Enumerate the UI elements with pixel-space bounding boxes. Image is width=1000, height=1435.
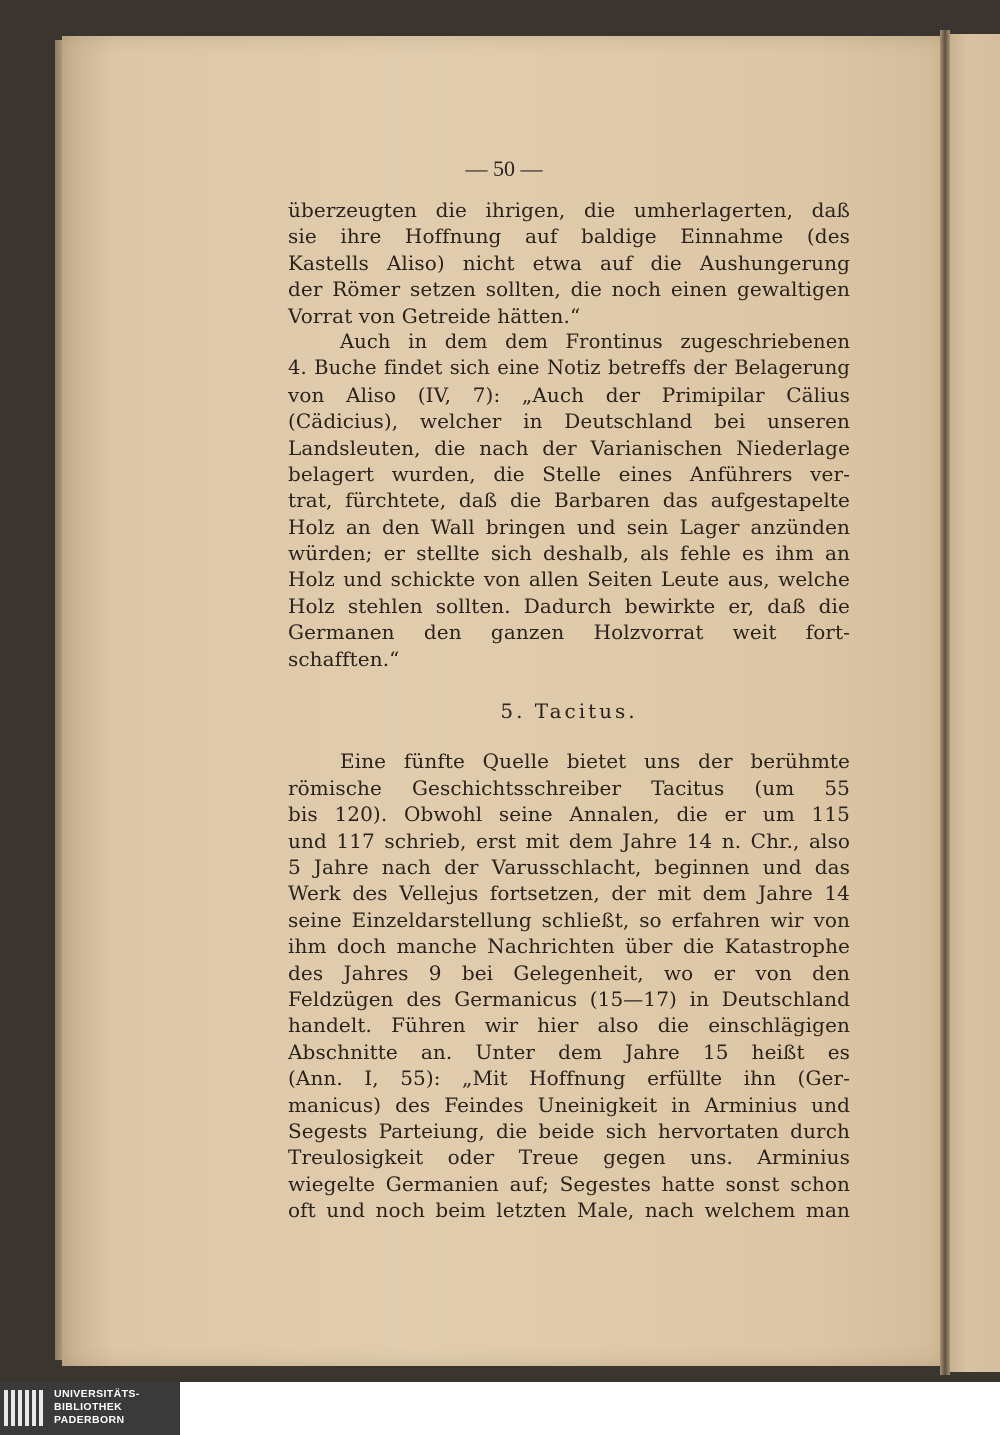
library-logo-text (54, 1388, 140, 1427)
text-line: bis 120). Obwohl seine Annalen, die er um 115 (288, 802, 850, 827)
text-line: Treulosigkeit oder Treue gegen uns. Arminius (288, 1145, 850, 1170)
text-line: trat, fürchtete, daß die Barbaren das aufgestapelte (288, 488, 850, 513)
text-line: (Ann. I, 55): „Mit Hoffnung erfüllte ihn (Ger- (288, 1066, 850, 1091)
text-line: überzeugten die ihrigen, die umherlagerten, daß (288, 198, 850, 222)
library-logo[interactable] (0, 1382, 180, 1435)
text-line: Segests Parteiung, die beide sich hervortaten durch (288, 1118, 850, 1143)
text-line: belagert wurden, die Stelle eines Anführers ver- (288, 461, 850, 486)
facing-page-edge (948, 34, 1000, 1372)
book-page (62, 36, 946, 1366)
logo-line: BIBLIOTHEK (54, 1401, 123, 1413)
text-line: schafften.“ (288, 646, 400, 671)
text-line: Holz an den Wall bringen und sein Lager anzünden (288, 514, 850, 539)
text-line: und 117 schrieb, erst mit dem Jahre 14 n. Chr., also (288, 828, 850, 853)
text-line: ihm doch manche Nachrichten über die Katastrophe (288, 934, 850, 959)
book-gutter (940, 30, 950, 1375)
text-line: sie ihre Hoffnung auf baldige Einnahme (des (288, 224, 850, 249)
text-line: von Aliso (IV, 7): „Auch der Primipilar Cälius (288, 382, 850, 407)
text-line: 4. Buche findet sich eine Notiz betreffs der Belagerung (288, 356, 850, 380)
text-line: 5 Jahre nach der Varusschlacht, beginnen und das (288, 854, 850, 879)
text-line: würden; er stellte sich deshalb, als fehle es ihm an (288, 541, 850, 566)
text-line: Eine fünfte Quelle bietet uns der berühmte (340, 749, 850, 774)
text-line: wiegelte Germanien auf; Segestes hatte sonst schon (288, 1171, 850, 1196)
barcode-logo-icon (4, 1390, 48, 1426)
text-line: Abschnitte an. Unter dem Jahre 15 heißt es (288, 1039, 850, 1064)
text-line: Germanen den ganzen Holzvorrat weit fort- (288, 620, 850, 645)
text-line: seine Einzeldarstellung schließt, so erfahren wir von (288, 907, 850, 932)
text-line: Werk des Vellejus fortsetzen, der mit dem Jahre 14 (288, 881, 850, 906)
text-line: Landsleuten, die nach der Varianischen Niederlage (288, 435, 850, 460)
text-line: Holz stehlen sollten. Dadurch bewirkte er, daß die (288, 593, 850, 618)
text-line: manicus) des Feindes Uneinigkeit in Arminius und (288, 1092, 850, 1117)
text-line: der Römer setzen sollten, die noch einen gewaltigen (288, 277, 850, 302)
text-line: Kastells Aliso) nicht etwa auf die Aushungerung (288, 250, 850, 275)
text-line: handelt. Führen wir hier also die einschlägigen (288, 1013, 850, 1038)
section-heading: 5. Tacitus. (500, 699, 638, 724)
text-line: des Jahres 9 bei Gelegenheit, wo er von den (288, 960, 850, 985)
page-number: — 50 — (465, 156, 543, 181)
logo-line: UNIVERSITÄTS- (54, 1388, 140, 1400)
text-line: Vorrat von Getreide hätten.“ (288, 303, 581, 328)
text-line: Holz und schickte von allen Seiten Leute aus, welche (288, 567, 850, 592)
text-line: römische Geschichtsschreiber Tacitus (um 55 (288, 775, 850, 800)
page-text (288, 197, 850, 1223)
text-line: oft und noch beim letzten Male, nach welchem man (288, 1198, 850, 1223)
text-line: Feldzügen des Germanicus (15—17) in Deutschland (288, 986, 850, 1011)
text-line: (Cädicius), welcher in Deutschland bei unseren (288, 409, 850, 434)
logo-line: PADERBORN (54, 1414, 125, 1426)
text-line: Auch in dem dem Frontinus zugeschriebenen (340, 329, 850, 353)
